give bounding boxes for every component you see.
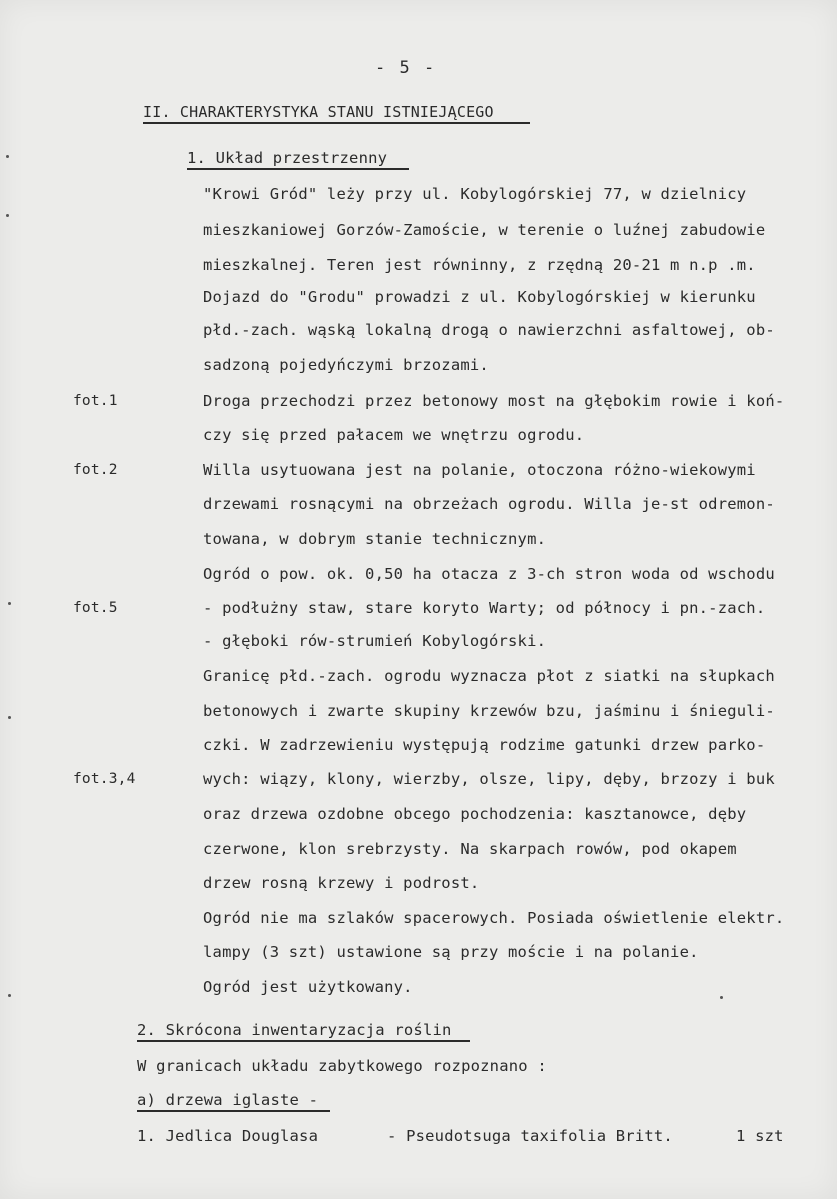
section-title-layout: 1. Układ przestrzenny [187, 149, 388, 167]
text-line: czki. W zadrzewieniu występują rodzime gatunki drzew parko- [203, 736, 766, 754]
text-line: - podłużny staw, stare koryto Warty; od północy i pn.-zach. [203, 599, 766, 617]
text-line: czerwone, klon srebrzysty. Na skarpach rowów, pod okapem [203, 840, 737, 858]
scan-speck [8, 716, 11, 719]
page-number: - 5 - [375, 58, 437, 78]
subsection-underline [137, 1110, 330, 1112]
text-line: drzew rosną krzewy i podrost. [203, 874, 480, 892]
plant-count: 1 szt [736, 1127, 784, 1145]
text-line: oraz drzewa ozdobne obcego pochodzenia: kasztanowce, dęby [203, 805, 747, 823]
margin-note: fot.5 [73, 600, 118, 616]
plant-latin-name: - Pseudotsuga taxifolia Britt. [387, 1127, 673, 1145]
text-line: Ogród nie ma szlaków spacerowych. Posiada oświetlenie elektr. [203, 909, 785, 927]
text-line: - głęboki rów-strumień Kobylogórski. [203, 632, 547, 650]
scan-speck [720, 996, 723, 999]
scan-speck [8, 994, 11, 997]
subsection-title-conifers: a) drzewa iglaste - [137, 1091, 319, 1109]
text-line: płd.-zach. wąską lokalną drogą o nawierzchni asfaltowej, ob- [203, 321, 775, 339]
scan-speck [6, 155, 9, 158]
text-line: mieszkalnej. Teren jest równinny, z rzędną 20-21 m n.p .m. [203, 256, 756, 274]
text-line: sadzoną pojedyńczymi brzozami. [203, 356, 489, 374]
text-line: drzewami rosnącymi na obrzeżach ogrodu. Willa je-st odremon- [203, 495, 775, 513]
text-line: lampy (3 szt) ustawione są przy moście i na polanie. [203, 943, 699, 961]
text-line: betonowych i zwarte skupiny krzewów bzu, jaśminu i śnieguli- [203, 702, 775, 720]
text-line: Ogród o pow. ok. 0,50 ha otacza z 3-ch stron woda od wschodu [203, 565, 775, 583]
text-line: czy się przed pałacem we wnętrzu ogrodu. [203, 426, 585, 444]
text-line: wych: wiązy, klony, wierzby, olsze, lipy, dęby, brzozy i buk [203, 770, 775, 788]
scan-speck [8, 602, 11, 605]
text-line: Willa usytuowana jest na polanie, otoczona różno-wiekowymi [203, 461, 756, 479]
text-line: Granicę płd.-zach. ogrodu wyznacza płot z siatki na słupkach [203, 667, 775, 685]
plant-common-name: 1. Jedlica Douglasa [137, 1127, 319, 1145]
chapter-heading: II. CHARAKTERYSTYKA STANU ISTNIEJĄCEGO [143, 103, 494, 121]
text-line: Droga przechodzi przez betonowy most na głębokim rowie i koń- [203, 392, 785, 410]
section-title-underline [137, 1040, 470, 1042]
margin-note: fot.2 [73, 462, 118, 478]
text-line: "Krowi Gród" leży przy ul. Kobylogórskiej 77, w dzielnicy [203, 185, 747, 203]
section-title-inventory: 2. Skrócona inwentaryzacja roślin [137, 1021, 452, 1039]
scan-speck [6, 214, 9, 217]
text-line: towana, w dobrym stanie technicznym. [203, 530, 547, 548]
margin-note: fot.3,4 [73, 771, 136, 787]
heading-underline [143, 122, 530, 124]
text-line: mieszkaniowej Gorzów-Zamoście, w terenie o luźnej zabudowie [203, 221, 766, 239]
text-line: Dojazd do "Grodu" prowadzi z ul. Kobylogórskiej w kierunku [203, 288, 756, 306]
section-title-underline [187, 168, 409, 170]
inventory-intro: W granicach układu zabytkowego rozpoznano : [137, 1057, 547, 1075]
text-line: Ogród jest użytkowany. [203, 978, 413, 996]
margin-note: fot.1 [73, 393, 118, 409]
